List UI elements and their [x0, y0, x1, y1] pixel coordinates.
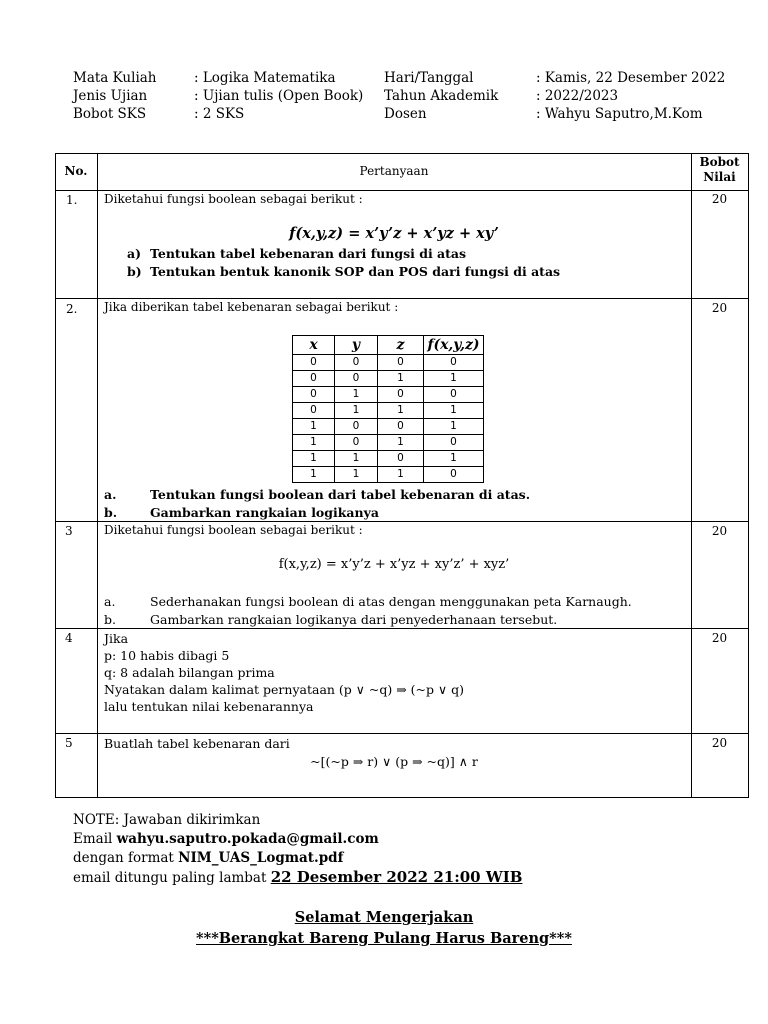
truth-cell: 1: [293, 467, 335, 483]
truth-cell: 0: [335, 435, 378, 451]
note-line-3: [73, 849, 343, 868]
q3-item-a-marker: a.: [104, 594, 116, 609]
truth-cell: 1: [335, 467, 378, 483]
table-row: [293, 467, 484, 483]
truth-cell: 0: [424, 355, 484, 371]
truth-cell: 0: [293, 387, 335, 403]
truth-header-y: y: [335, 336, 378, 355]
truth-cell: 1: [378, 435, 424, 451]
q2-item-b: Gambarkan rangkaian logikanya: [150, 505, 379, 520]
truth-cell: 1: [293, 435, 335, 451]
truth-cell: 1: [378, 371, 424, 387]
truth-cell: 0: [378, 419, 424, 435]
note-filename: NIM_UAS_Logmat.pdf: [178, 850, 344, 866]
date-value: : Kamis, 22 Desember 2022: [536, 70, 726, 86]
truth-cell: 1: [335, 451, 378, 467]
q2-item-a-marker: a.: [104, 487, 117, 502]
table-row: [293, 451, 484, 467]
course-value: : Logika Matematika: [194, 70, 336, 86]
q4-number: 4: [65, 631, 73, 645]
truth-cell: 0: [378, 387, 424, 403]
truth-cell: 1: [335, 387, 378, 403]
q4-line-5: lalu tentukan nilai kebenarannya: [104, 699, 314, 714]
table-row: [293, 419, 484, 435]
truth-table: [292, 335, 484, 483]
q1-item-b-marker: b): [127, 264, 142, 279]
truth-header-f: f(x,y,z): [424, 336, 484, 355]
table-row: [293, 435, 484, 451]
q4-line-4: Nyatakan dalam kalimat pernyataan (p ∨ ~q) ⇒ (~p ∨ q): [104, 682, 464, 697]
q4-line-2: p: 10 habis dibagi 5: [104, 648, 230, 663]
table-row: [293, 355, 484, 371]
note-line-2: [73, 830, 379, 849]
truth-cell: 1: [424, 419, 484, 435]
q1-formula: f(x,y,z) = x’y’z + x’yz + xy’: [289, 225, 499, 242]
lecturer-value: : Wahyu Saputro,M.Kom: [536, 106, 703, 122]
q4-weight: 20: [711, 631, 728, 645]
q1-item-b: Tentukan bentuk kanonik SOP dan POS dari fungsi di atas: [150, 264, 561, 279]
note-deadline-prefix: email ditungu paling lambat: [73, 870, 271, 886]
q1-number: 1.: [66, 193, 78, 207]
note-format-prefix: dengan format: [73, 850, 179, 866]
exam-type-label: Jenis Ujian: [73, 88, 148, 104]
q3-weight: 20: [711, 524, 728, 538]
column-header-weight-line1: Bobot: [699, 155, 740, 169]
credits-label: Bobot SKS: [73, 106, 147, 122]
table-row: [293, 403, 484, 419]
truth-cell: 0: [424, 467, 484, 483]
truth-cell: 0: [424, 387, 484, 403]
q5-number: 5: [65, 736, 73, 750]
q2-number: 2.: [66, 302, 78, 316]
truth-cell: 1: [293, 451, 335, 467]
q1-item-a-marker: a): [127, 246, 142, 261]
q2-item-a: Tentukan fungsi boolean dari tabel kebenaran di atas.: [150, 487, 531, 502]
lecturer-label: Dosen: [384, 106, 427, 122]
table-row: [293, 371, 484, 387]
truth-cell: 0: [293, 403, 335, 419]
academic-year-value: : 2022/2023: [536, 88, 619, 104]
truth-cell: 1: [424, 451, 484, 467]
truth-cell: 0: [335, 371, 378, 387]
note-line-4: [73, 868, 522, 888]
truth-cell: 0: [378, 451, 424, 467]
q1-intro: Diketahui fungsi boolean sebagai berikut :: [104, 192, 363, 206]
closing-line-1: Selamat Mengerjakan: [294, 909, 474, 926]
column-header-no: No.: [64, 164, 88, 178]
date-label: Hari/Tanggal: [384, 70, 474, 86]
q4-line-3: q: 8 adalah bilangan prima: [104, 665, 275, 680]
note-line-1: NOTE: Jawaban dikirimkan: [73, 812, 261, 828]
q1-weight: 20: [711, 192, 728, 206]
truth-cell: 1: [335, 403, 378, 419]
q3-item-a: Sederhanakan fungsi boolean di atas dengan menggunakan peta Karnaugh.: [150, 594, 632, 609]
q3-intro: Diketahui fungsi boolean sebagai berikut :: [104, 523, 363, 537]
q4-line-1: Jika: [104, 631, 129, 646]
q5-weight: 20: [711, 736, 728, 750]
column-header-weight-line2: Nilai: [703, 170, 736, 184]
exam-type-value: : Ujian tulis (Open Book): [194, 88, 364, 104]
truth-cell: 0: [335, 355, 378, 371]
academic-year-label: Tahun Akademik: [384, 88, 499, 104]
q5-formula: ~[(~p ⇒ r) ∨ (p ⇒ ~q)] ∧ r: [310, 754, 478, 769]
table-row: [293, 387, 484, 403]
q1-item-a: Tentukan tabel kebenaran dari fungsi di atas: [150, 246, 467, 261]
note-deadline: 22 Desember 2022 21:00 WIB: [270, 868, 523, 886]
truth-cell: 0: [378, 355, 424, 371]
q3-formula: f(x,y,z) = x’y’z + x’yz + xy’z’ + xyz’: [278, 557, 510, 572]
q3-number: 3: [65, 524, 73, 538]
truth-cell: 1: [424, 403, 484, 419]
truth-cell: 0: [293, 371, 335, 387]
note-email: wahyu.saputro.pokada@gmail.com: [116, 831, 379, 847]
credits-value: : 2 SKS: [194, 106, 245, 122]
q3-item-b-marker: b.: [104, 612, 116, 627]
note-email-prefix: Email: [73, 831, 117, 847]
closing-line-2: ***Berangkat Bareng Pulang Harus Bareng***: [196, 930, 572, 947]
column-header-weight: [691, 155, 748, 185]
truth-table-header-row: [293, 336, 484, 355]
q2-intro: Jika diberikan tabel kebenaran sebagai berikut :: [104, 300, 399, 314]
truth-header-x: x: [293, 336, 335, 355]
q3-item-b: Gambarkan rangkaian logikanya dari penyederhanaan tersebut.: [150, 612, 558, 627]
q5-intro: Buatlah tabel kebenaran dari: [104, 736, 290, 751]
column-header-question: Pertanyaan: [359, 164, 429, 178]
truth-cell: 1: [378, 403, 424, 419]
truth-cell: 0: [335, 419, 378, 435]
course-label: Mata Kuliah: [73, 70, 157, 86]
q2-weight: 20: [711, 301, 728, 315]
truth-cell: 0: [293, 355, 335, 371]
truth-cell: 0: [424, 435, 484, 451]
truth-cell: 1: [378, 467, 424, 483]
q2-item-b-marker: b.: [104, 505, 118, 520]
truth-cell: 1: [293, 419, 335, 435]
truth-cell: 1: [424, 371, 484, 387]
truth-header-z: z: [378, 336, 424, 355]
